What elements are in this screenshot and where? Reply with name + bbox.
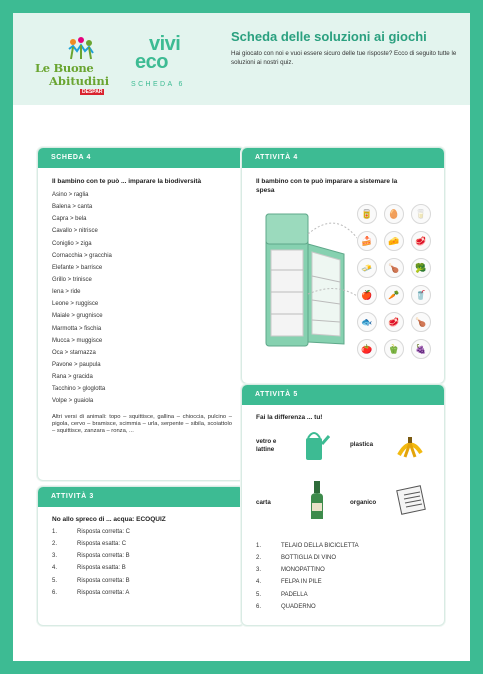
vivi-eco-logo bbox=[127, 33, 207, 97]
animal-sound-item: Capra > bela bbox=[52, 216, 87, 223]
food-item-icon: 🥫 bbox=[357, 204, 377, 224]
item-text: TELAIO DELLA BICICLETTA bbox=[281, 543, 359, 549]
answer-item bbox=[52, 575, 244, 587]
animal-sound-item: Iena > ride bbox=[52, 289, 81, 296]
card-title: Il bambino con te può ... imparare la biodiversità bbox=[52, 178, 202, 185]
answer-item bbox=[256, 540, 359, 552]
item-number: 6. bbox=[52, 589, 58, 596]
item-text: QUADERNO bbox=[281, 603, 316, 610]
solutions-sheet bbox=[13, 13, 470, 661]
food-item-icon: 🫑 bbox=[384, 339, 404, 359]
food-item-icon: 🐟 bbox=[357, 312, 377, 332]
food-item-icon: 🥩 bbox=[384, 312, 404, 332]
item-number: 2. bbox=[256, 555, 262, 562]
item-number: 1. bbox=[256, 543, 262, 549]
animal-sound-item: Marmotta > fischia bbox=[52, 325, 102, 332]
logo-wordmark-line1: Le Buone bbox=[35, 61, 94, 75]
card-header: ATTIVITÀ 4 bbox=[242, 148, 444, 168]
item-text: Risposta corretta: C bbox=[77, 529, 131, 535]
food-item-icon: 🥛 bbox=[411, 204, 431, 224]
wine-bottle-icon bbox=[308, 481, 326, 521]
card-title: No allo spreco di ... acqua: ECOQUIZ bbox=[52, 516, 166, 523]
animal-sound-item: Tacchino > gloglotta bbox=[52, 386, 106, 393]
scheda-number: SCHEDA 6 bbox=[131, 81, 185, 88]
answer-item bbox=[256, 564, 359, 576]
card-title: Il bambino con te può imparare a sistemare la spesa bbox=[256, 178, 398, 194]
card-title: Fai la differenza ... tu! bbox=[256, 414, 323, 421]
item-text: BOTTIGLIA DI VINO bbox=[281, 555, 337, 562]
fridge-illustration bbox=[252, 204, 357, 354]
page-intro: Hai giocato con noi e vuoi essere sicuro delle tue risposte? Ecco di seguito tutte le soluzioni ai nostri quiz. bbox=[231, 50, 457, 66]
food-item-icon: 🍇 bbox=[411, 339, 431, 359]
item-number: 6. bbox=[256, 603, 262, 610]
animal-sound-item: Balena > canta bbox=[52, 204, 93, 211]
item-number: 3. bbox=[52, 553, 58, 560]
buone-abitudini-logo bbox=[35, 37, 127, 95]
answer-item bbox=[52, 526, 244, 538]
logo-wordmark-line2: Abitudini bbox=[49, 74, 110, 88]
newspaper-icon bbox=[396, 483, 428, 515]
despar-tag: DESPAR bbox=[82, 89, 103, 95]
item-number: 3. bbox=[256, 567, 262, 574]
card-header: SCHEDA 4 bbox=[38, 148, 244, 168]
animal-sound-item: Oca > starnazza bbox=[52, 349, 96, 356]
food-item-icon: 🥩 bbox=[411, 231, 431, 251]
vivi-wordmark: vivi bbox=[149, 33, 181, 55]
item-number: 4. bbox=[256, 579, 262, 586]
card-header: ATTIVITÀ 3 bbox=[38, 487, 244, 507]
page-header bbox=[13, 13, 470, 105]
item-number: 4. bbox=[52, 565, 58, 572]
label-plastica: plastica bbox=[350, 441, 374, 448]
item-text: Risposta esatta: B bbox=[77, 565, 126, 572]
food-item-icon: 🍅 bbox=[357, 339, 377, 359]
animal-sound-item: Mucca > muggisce bbox=[52, 337, 103, 344]
answer-item bbox=[256, 552, 359, 564]
item-text: Risposta corretta: B bbox=[77, 577, 130, 584]
answer-item bbox=[52, 562, 244, 574]
item-number: 5. bbox=[256, 591, 262, 598]
animal-sound-item: Volpe > guaiola bbox=[52, 398, 94, 405]
item-number: 1. bbox=[52, 529, 58, 535]
label-vetro-lattine: vetro e lattine bbox=[256, 438, 277, 453]
banana-peel-icon bbox=[395, 433, 425, 459]
animal-sound-item: Cornacchia > gracchia bbox=[52, 252, 112, 259]
kids-figures-icon bbox=[65, 37, 95, 63]
answer-item bbox=[256, 601, 359, 613]
answer-item bbox=[52, 550, 244, 562]
animal-sounds-list bbox=[52, 189, 244, 408]
page-title: Scheda delle soluzioni ai giochi bbox=[231, 29, 427, 44]
item-text: Risposta esatta: C bbox=[77, 541, 127, 548]
food-item-icon: 🧈 bbox=[357, 258, 377, 278]
eco-wordmark: eco bbox=[135, 51, 168, 73]
animal-sound-item: Maiale > grugnisce bbox=[52, 313, 103, 320]
answer-item bbox=[52, 538, 244, 550]
item-text: MONOPATTINO bbox=[281, 567, 325, 574]
food-item-icon: 🍗 bbox=[384, 258, 404, 278]
food-item-icon: 🍗 bbox=[411, 312, 431, 332]
item-text: Risposta corretta: A bbox=[77, 589, 130, 596]
label-organico: organico bbox=[350, 499, 377, 506]
object-list bbox=[256, 540, 359, 613]
food-item-icon: 🍰 bbox=[357, 231, 377, 251]
animal-sound-item: Asino > raglia bbox=[52, 192, 89, 198]
label-carta: carta bbox=[256, 499, 271, 506]
food-item-icon: 🧀 bbox=[384, 231, 404, 251]
answer-item bbox=[256, 589, 359, 601]
food-item-icon: 🥦 bbox=[411, 258, 431, 278]
food-item-icon: 🍎 bbox=[357, 285, 377, 305]
animal-sound-item: Leone > ruggisce bbox=[52, 301, 99, 308]
animal-sound-item: Grillo > trinisce bbox=[52, 276, 92, 283]
food-item-icon: 🥕 bbox=[384, 285, 404, 305]
card-attivita-4 bbox=[241, 147, 445, 384]
answer-item bbox=[256, 576, 359, 588]
food-item-icon: 🥤 bbox=[411, 285, 431, 305]
animal-sound-item: Rana > gracida bbox=[52, 374, 93, 381]
item-number: 2. bbox=[52, 541, 58, 548]
answer-item bbox=[52, 587, 244, 599]
animal-sound-item: Coniglio > ziga bbox=[52, 240, 92, 247]
card-attivita-3 bbox=[37, 486, 245, 626]
animal-sound-item: Pavone > paupula bbox=[52, 361, 101, 368]
item-text: Risposta corretta: B bbox=[77, 553, 130, 560]
quiz-answers-list bbox=[52, 526, 244, 599]
card-attivita-5 bbox=[241, 384, 445, 626]
animal-sound-item: Elefante > barrisce bbox=[52, 264, 103, 271]
item-text: FELPA IN PILE bbox=[281, 579, 322, 586]
watering-can-icon bbox=[302, 428, 330, 464]
item-text: PADELLA bbox=[281, 591, 308, 598]
extra-sounds-text: Altri versi di animali: topo – squittisce, gallina – chioccia, pulcino – pigola, cervo – bramisce, scimmia – urla, serpente – sibila, scoiattolo – squittisce, zanzara – ronza, ... bbox=[52, 413, 232, 435]
animal-sound-item: Cavallo > nitrisce bbox=[52, 228, 98, 235]
card-scheda-4 bbox=[37, 147, 245, 481]
card-header: ATTIVITÀ 5 bbox=[242, 385, 444, 405]
food-item-icon: 🥚 bbox=[384, 204, 404, 224]
item-number: 5. bbox=[52, 577, 58, 584]
